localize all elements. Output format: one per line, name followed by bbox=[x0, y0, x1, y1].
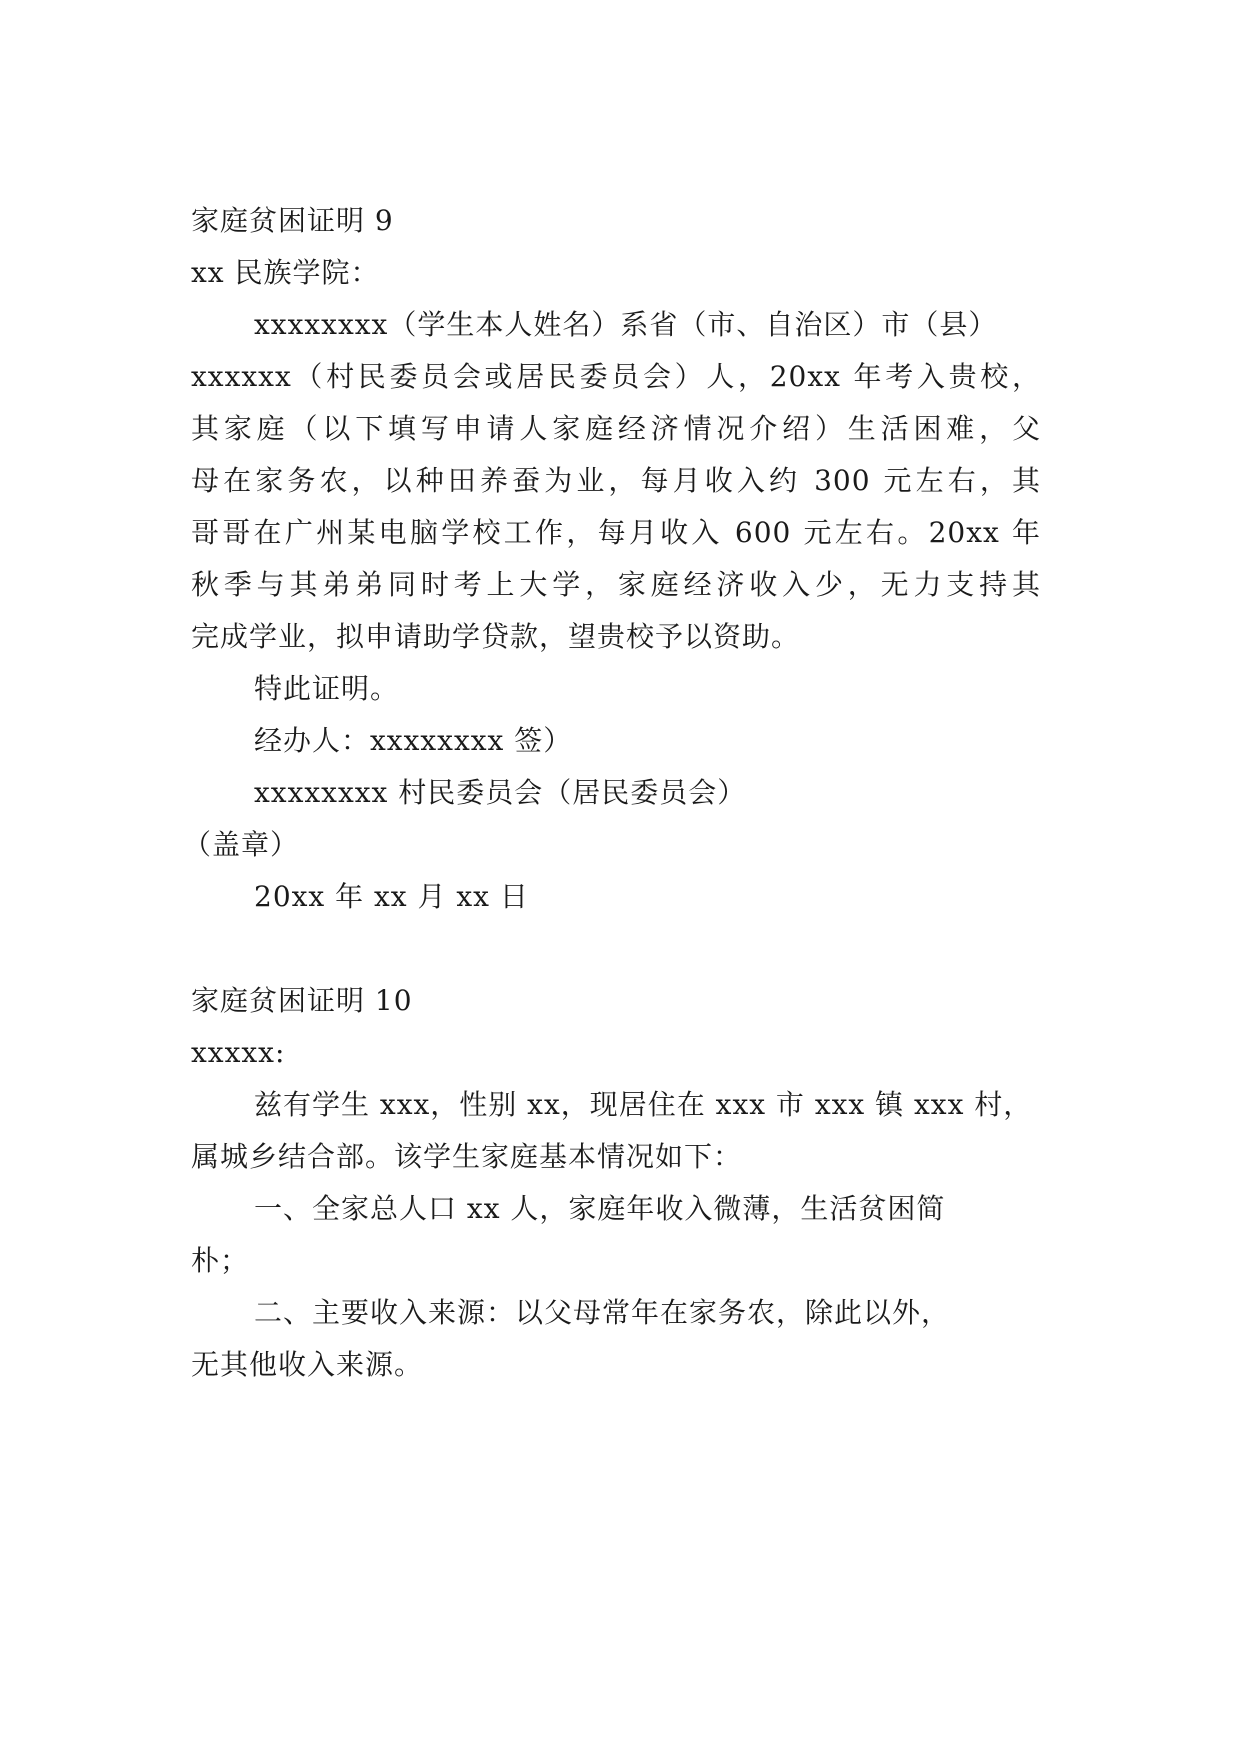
doc10-item1-line: 朴； bbox=[191, 1244, 250, 1277]
doc10-salutation: xxxxx: bbox=[191, 1036, 286, 1069]
doc9-closing: 特此证明。 bbox=[254, 672, 400, 705]
doc10-title: 家庭贫困证明 10 bbox=[191, 984, 413, 1017]
doc9-body-line: 哥哥在广州某电脑学校工作，每月收入 600 元左右。20xx 年 bbox=[191, 516, 1041, 549]
doc10-item1-line: 一、全家总人口 xx 人，家庭年收入微薄，生活贫困简 bbox=[254, 1192, 946, 1225]
doc10-intro-line: 属城乡结合部。该学生家庭基本情况如下： bbox=[191, 1140, 743, 1173]
doc9-handler: 经办人：xxxxxxxx 签） bbox=[254, 724, 573, 757]
doc9-body-line: xxxxxxxx（学生本人姓名）系省（市、自治区）市（县） bbox=[254, 308, 998, 341]
doc9-body-line: xxxxxx（村民委员会或居民委员会）人，20xx 年考入贵校， bbox=[191, 360, 1041, 393]
doc10-intro-line: 兹有学生 xxx，性别 xx，现居住在 xxx 市 xxx 镇 xxx 村， bbox=[254, 1088, 1033, 1121]
doc9-committee: xxxxxxxx 村民委员会（居民委员会） bbox=[254, 776, 747, 809]
doc9-seal: （盖章） bbox=[183, 828, 300, 861]
doc10-item2-line: 无其他收入来源。 bbox=[191, 1348, 424, 1381]
doc9-salutation: xx 民族学院： bbox=[191, 256, 380, 289]
doc9-date: 20xx 年 xx 月 xx 日 bbox=[254, 880, 529, 913]
doc10-item2-line: 二、主要收入来源：以父母常年在家务农，除此以外， bbox=[254, 1296, 951, 1329]
doc9-body-line: 秋季与其弟弟同时考上大学，家庭经济收入少，无力支持其 bbox=[191, 568, 1041, 601]
doc9-title: 家庭贫困证明 9 bbox=[191, 204, 394, 237]
doc9-body-line: 母在家务农，以种田养蚕为业，每月收入约 300 元左右，其 bbox=[191, 464, 1041, 497]
doc9-body-line: 完成学业，拟申请助学贷款，望贵校予以资助。 bbox=[191, 620, 801, 653]
doc9-body-line: 其家庭（以下填写申请人家庭经济情况介绍）生活困难，父 bbox=[191, 412, 1041, 445]
